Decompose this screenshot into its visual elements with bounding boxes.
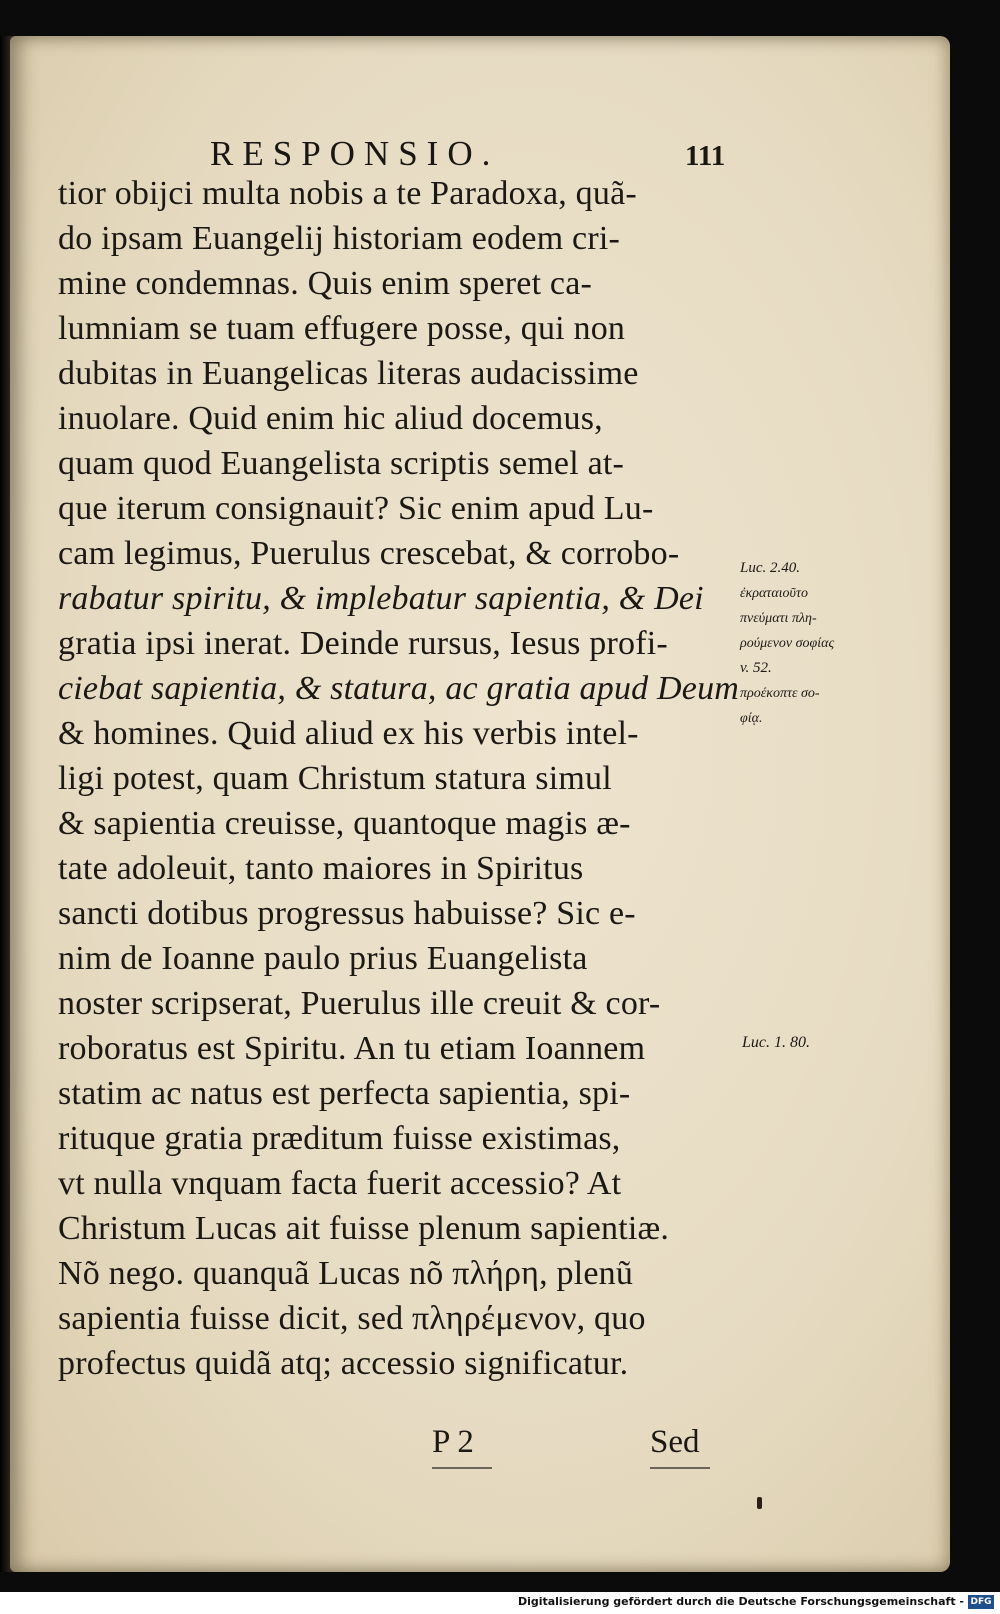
text-line: sapientia fuisse dicit, sed πληρέμενον, quo: [58, 1300, 646, 1337]
text-line: statim ac natus est perfecta sapientia, spi-: [58, 1075, 631, 1112]
text-line: nim de Ioanne paulo prius Euangelista: [58, 940, 588, 977]
text-line: gratia ipsi inerat. Deinde rursus, Iesus profi-: [58, 625, 668, 662]
catchword: Sed: [650, 1424, 700, 1460]
text-line: dubitas in Euangelicas literas audacissime: [58, 355, 639, 392]
text-line: tior obijci multa nobis a te Paradoxa, quã-: [58, 175, 637, 212]
text-line: ligi potest, quam Christum statura simul: [58, 760, 612, 797]
book-page: [10, 36, 950, 1572]
signature-rule: [432, 1467, 492, 1469]
margin-note: προέκοπτε σο-: [740, 686, 820, 701]
margin-note: πνεύματι πλη-: [740, 611, 817, 626]
text-line: inuolare. Quid enim hic aliud docemus,: [58, 400, 603, 437]
text-line: sancti dotibus progressus habuisse? Sic e-: [58, 895, 636, 932]
text-line: rabatur spiritu, & implebatur sapientia, & Dei: [58, 580, 704, 617]
text-line: rituque gratia præditum fuisse existimas,: [58, 1120, 621, 1157]
text-line: noster scripserat, Puerulus ille creuit & cor-: [58, 985, 661, 1022]
margin-notes: [740, 556, 910, 731]
text-line: & homines. Quid aliud ex his verbis intel-: [58, 715, 639, 752]
text-line: vt nulla vnquam facta fuerit accessio? At: [58, 1165, 622, 1202]
margin-note: ρούμενον σοφίας: [740, 636, 835, 651]
text-line: profectus quidã atq; accessio significatur.: [58, 1345, 629, 1382]
text-line: quam quod Euangelista scriptis semel at-: [58, 445, 625, 482]
text-line: que iterum consignauit? Sic enim apud Lu-: [58, 490, 654, 527]
margin-note: v. 52.: [740, 660, 772, 676]
text-line: tate adoleuit, tanto maiores in Spiritus: [58, 850, 584, 887]
text-line: Nõ nego. quanquã Lucas nõ πλήρη, plenũ: [58, 1255, 634, 1292]
page-footer: [10, 1424, 950, 1484]
margin-note: Luc. 2.40.: [740, 560, 800, 576]
running-title: RESPONSIO.: [210, 134, 500, 173]
text-line: cam legimus, Puerulus crescebat, & corrobo-: [58, 535, 680, 572]
text-line: lumniam se tuam effugere posse, qui non: [58, 310, 626, 347]
credit-bar: [0, 1592, 1000, 1614]
folio-number: 111: [685, 140, 726, 172]
text-line: roboratus est Spiritu. An tu etiam Ioannem: [58, 1030, 646, 1067]
dfg-logo-icon: DFG: [968, 1595, 994, 1609]
signature-mark: P 2: [432, 1424, 474, 1460]
margin-note-luke-1-80: Luc. 1. 80.: [742, 1034, 810, 1051]
margin-note: φίᾳ.: [740, 711, 763, 726]
margin-note: ἐκραταιοῦτο: [740, 586, 808, 601]
catchword-rule: [650, 1467, 710, 1469]
text-line: mine condemnas. Quis enim speret ca-: [58, 265, 593, 302]
text-line: & sapientia creuisse, quantoque magis æ-: [58, 805, 631, 842]
text-line: do ipsam Euangelij historiam eodem cri-: [58, 220, 621, 257]
main-text-block: [58, 171, 738, 1386]
paper-blemish: [757, 1497, 762, 1509]
text-line: ciebat sapientia, & statura, ac gratia apud Deum: [58, 670, 740, 707]
text-line: Christum Lucas ait fuisse plenum sapientiæ.: [58, 1210, 670, 1247]
funding-credit: Digitalisierung gefördert durch die Deutsche Forschungsgemeinschaft -: [517, 1595, 964, 1608]
